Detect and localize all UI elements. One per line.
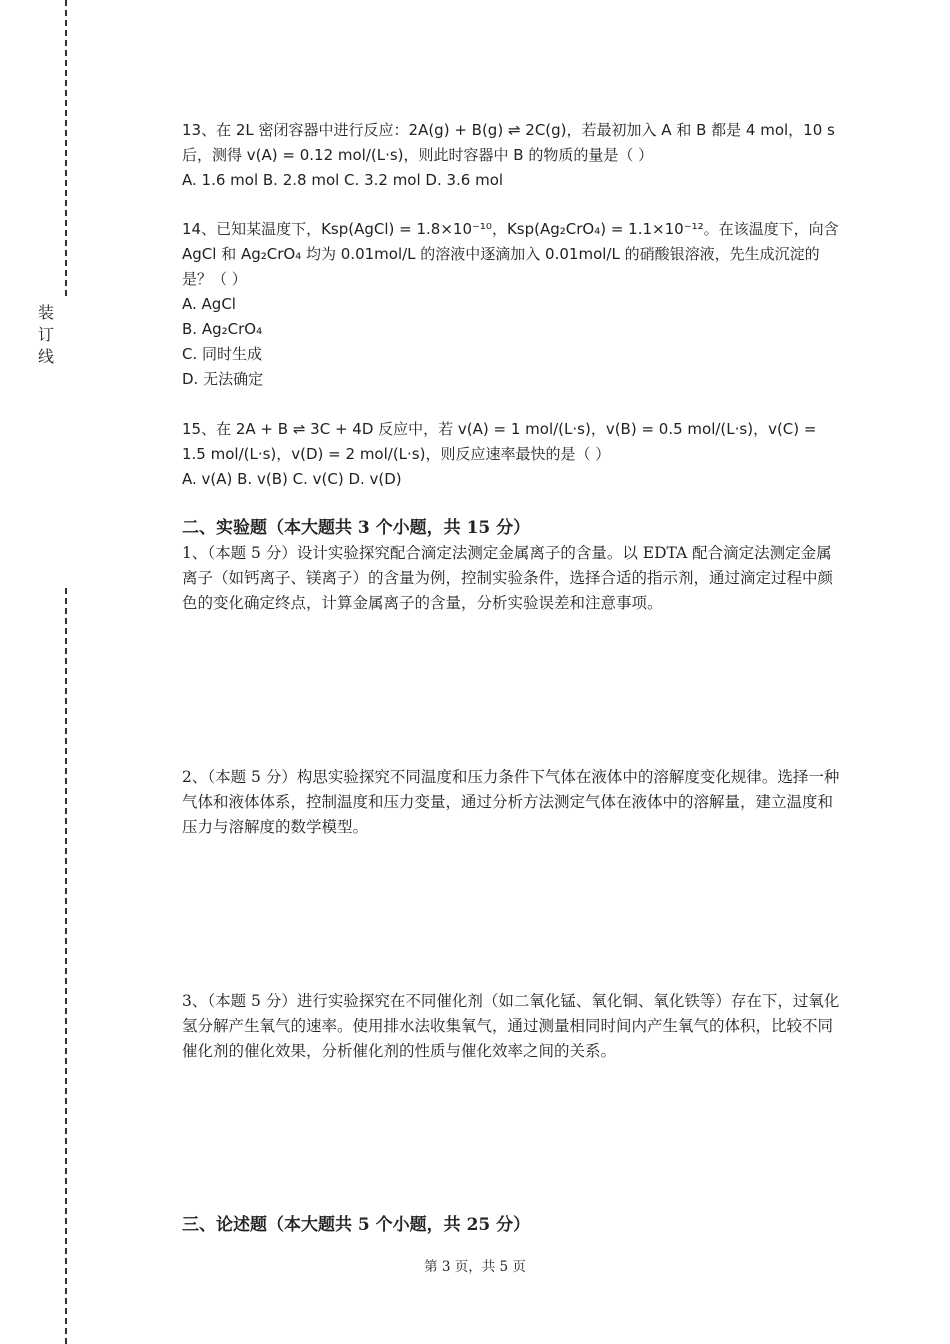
question-14-option-c: C. 同时生成 xyxy=(182,345,263,363)
binding-char: 装 xyxy=(37,303,54,322)
experiment-question-3 xyxy=(182,989,844,1064)
question-14-option-b: B. Ag₂CrO₄ xyxy=(182,320,263,338)
binding-label xyxy=(36,302,56,368)
binding-char: 线 xyxy=(37,347,54,366)
binding-dashed-line-top xyxy=(65,0,67,296)
question-15 xyxy=(182,417,844,492)
section-2-title: 二、实验题（本大题共 3 个小题，共 15 分） xyxy=(182,518,531,538)
experiment-question-2 xyxy=(182,765,844,840)
experiment-question-2-text: 2、（本题 5 分）构思实验探究不同温度和压力条件下气体在液体中的溶解度变化规律。选择一种气体和液体体系，控制温度和压力变量，通过分析方法测定气体在液体中的溶解量，建立温度和压力与溶解度的数学模型。 xyxy=(182,768,840,836)
question-15-options: A. v(A) B. v(B) C. v(C) D. v(D) xyxy=(182,470,402,488)
question-14-option-d: D. 无法确定 xyxy=(182,370,264,388)
question-13-options: A. 1.6 mol B. 2.8 mol C. 3.2 mol D. 3.6 mol xyxy=(182,171,504,189)
question-14 xyxy=(182,217,844,392)
experiment-question-1-text: 1、（本题 5 分）设计实验探究配合滴定法测定金属离子的含量。以 EDTA 配合滴定法测定金属离子（如钙离子、镁离子）的含量为例，控制实验条件，选择合适的指示剂，通过滴定过程中颜色的变化确定终点，计算金属离子的含量，分析实验误差和注意事项。 xyxy=(182,544,834,612)
question-15-text: 15、在 2A + B ⇌ 3C + 4D 反应中，若 v(A) = 1 mol/(L·s)，v(B) = 0.5 mol/(L·s)，v(C) = 1.5 mol/(L·s)，v(D) = 2 mol/(L·s)，则反应速率最快的是（ ） xyxy=(182,420,817,463)
question-13-text: 13、在 2L 密闭容器中进行反应：2A(g) + B(g) ⇌ 2C(g)，若最初加入 A 和 B 都是 4 mol，10 s 后，测得 v(A) = 0.12 mol/(L·s)，则此时容器中 B 的物质的量是（ ） xyxy=(182,121,835,164)
question-14-option-a: A. AgCl xyxy=(182,295,236,313)
question-13 xyxy=(182,118,844,193)
binding-char: 订 xyxy=(37,325,54,344)
question-14-text: 14、已知某温度下，Ksp(AgCl) = 1.8×10⁻¹⁰，Ksp(Ag₂CrO₄) = 1.1×10⁻¹²。在该温度下，向含 AgCl 和 Ag₂CrO₄ 均为 0.01mol/L 的溶液中逐滴加入 0.01mol/L 的硝酸银溶液，先生成沉淀的是？（ ） xyxy=(182,220,839,288)
experiment-question-1 xyxy=(182,541,844,616)
binding-dashed-line-bottom xyxy=(65,588,67,1344)
section-3-title: 三、论述题（本大题共 5 个小题，共 25 分） xyxy=(182,1215,531,1235)
experiment-question-3-text: 3、（本题 5 分）进行实验探究在不同催化剂（如二氧化锰、氧化铜、氧化铁等）存在下，过氧化氢分解产生氧气的速率。使用排水法收集氧气，通过测量相同时间内产生氧气的体积，比较不同催化剂的催化效果，分析催化剂的性质与催化效率之间的关系。 xyxy=(182,992,840,1060)
page-number: 第 3 页，共 5 页 xyxy=(424,1259,526,1275)
